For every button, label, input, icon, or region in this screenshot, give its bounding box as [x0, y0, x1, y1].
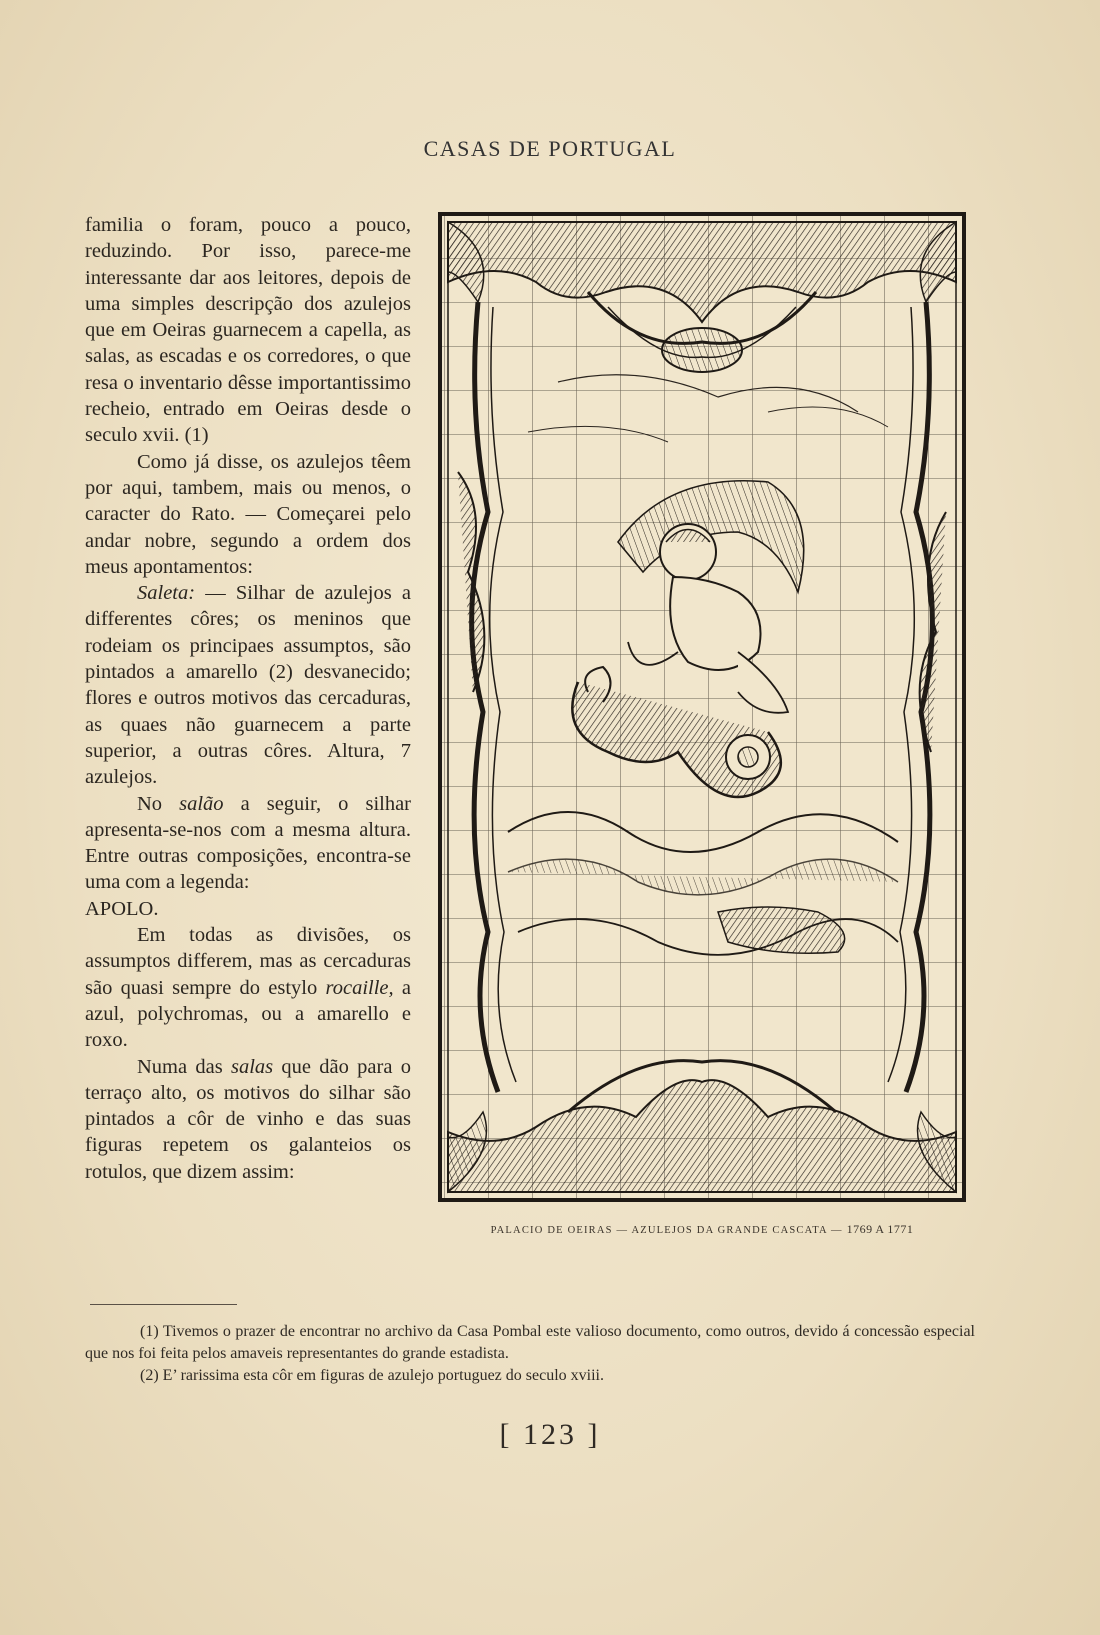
footnote-2: (2) E’ rarissima esta côr em figuras de azulejo portuguez do seculo xviii. [140, 1367, 604, 1384]
paragraph-4-start: No [137, 792, 180, 815]
footnote-rule [90, 1304, 237, 1305]
footnote-1: (1) Tivemos o prazer de encontrar no archivo da Casa Pombal este valioso documento, como outros, devido á concessão especial que nos foi feita pelos amaveis representantes do grande estadista. [85, 1323, 975, 1362]
caption-text: PALACIO DE OEIRAS — AZULEJOS DA GRANDE CASCATA — [490, 1225, 847, 1236]
azulejo-panel-illustration [438, 212, 966, 1202]
paragraph-3 [85, 580, 411, 790]
caption-years: 1769 A 1771 [846, 1222, 914, 1236]
apolo-legend: APOLO. [85, 897, 159, 920]
paragraph-5 [85, 922, 411, 1053]
paragraph-3-text: — Silhar de azulejos a differentes côres; os meninos que rodeiam os principaes assumptos, são pintados a amarello (2) desvanecido; flores e outros motivos das cercaduras, as quaes não guarnecem a parte superior, a outras côres. Altura, 7 azulejos. [85, 582, 411, 789]
saleta-term: Saleta: [137, 582, 196, 605]
paragraph-5-text: a azul, polychromas, ou a amarello e roxo. [85, 976, 412, 1052]
running-head: CASAS DE PORTUGAL [423, 136, 677, 161]
paragraph-1: familia o foram, pouco a pouco, reduzindo. Por isso, parece-me interessante dar aos leitores, depois de uma simples descripção dos azulejos que em Oeiras guarnecem a capella, as salas, as escadas e os corredores, o que resa o inventario dêsse importantissimo recheio, entrado em Oeiras desde o seculo xvii. (1) [85, 214, 411, 447]
paragraph-2: Como já disse, os azulejos têem por aqui, tambem, mais ou menos, o caracter do Rato. — Começarei pelo andar nobre, segundo a ordem dos meus apontamentos: [85, 450, 411, 578]
paragraph-4-text: a seguir, o silhar apresenta-se-nos com a mesma altura. Entre outras composições, encontra-se uma com a legenda: [85, 792, 412, 894]
page-number: [ 123 ] [499, 1418, 601, 1451]
rocaille-term: rocaille, [325, 976, 394, 999]
footnotes [85, 1321, 975, 1387]
salao-term: salão [179, 792, 224, 815]
azulejo-engraving [438, 212, 966, 1202]
paragraph-5-start: Em todas as divisões, os assumptos differem, mas as cercaduras são quasi sempre do estylo [85, 924, 411, 999]
paragraph-6-text: que dão para o terraço alto, os motivos do silhar são pintados a côr de vinho e das suas figuras repetem os galanteios os rotulos, que dizem assim: [85, 1055, 411, 1183]
illustration-caption [438, 1222, 966, 1237]
paragraph-6-start: Numa das [137, 1055, 231, 1078]
paragraph-4 [85, 791, 411, 896]
body-text-column [85, 212, 411, 1185]
paragraph-6 [85, 1054, 411, 1185]
salas-term: salas [230, 1055, 274, 1078]
